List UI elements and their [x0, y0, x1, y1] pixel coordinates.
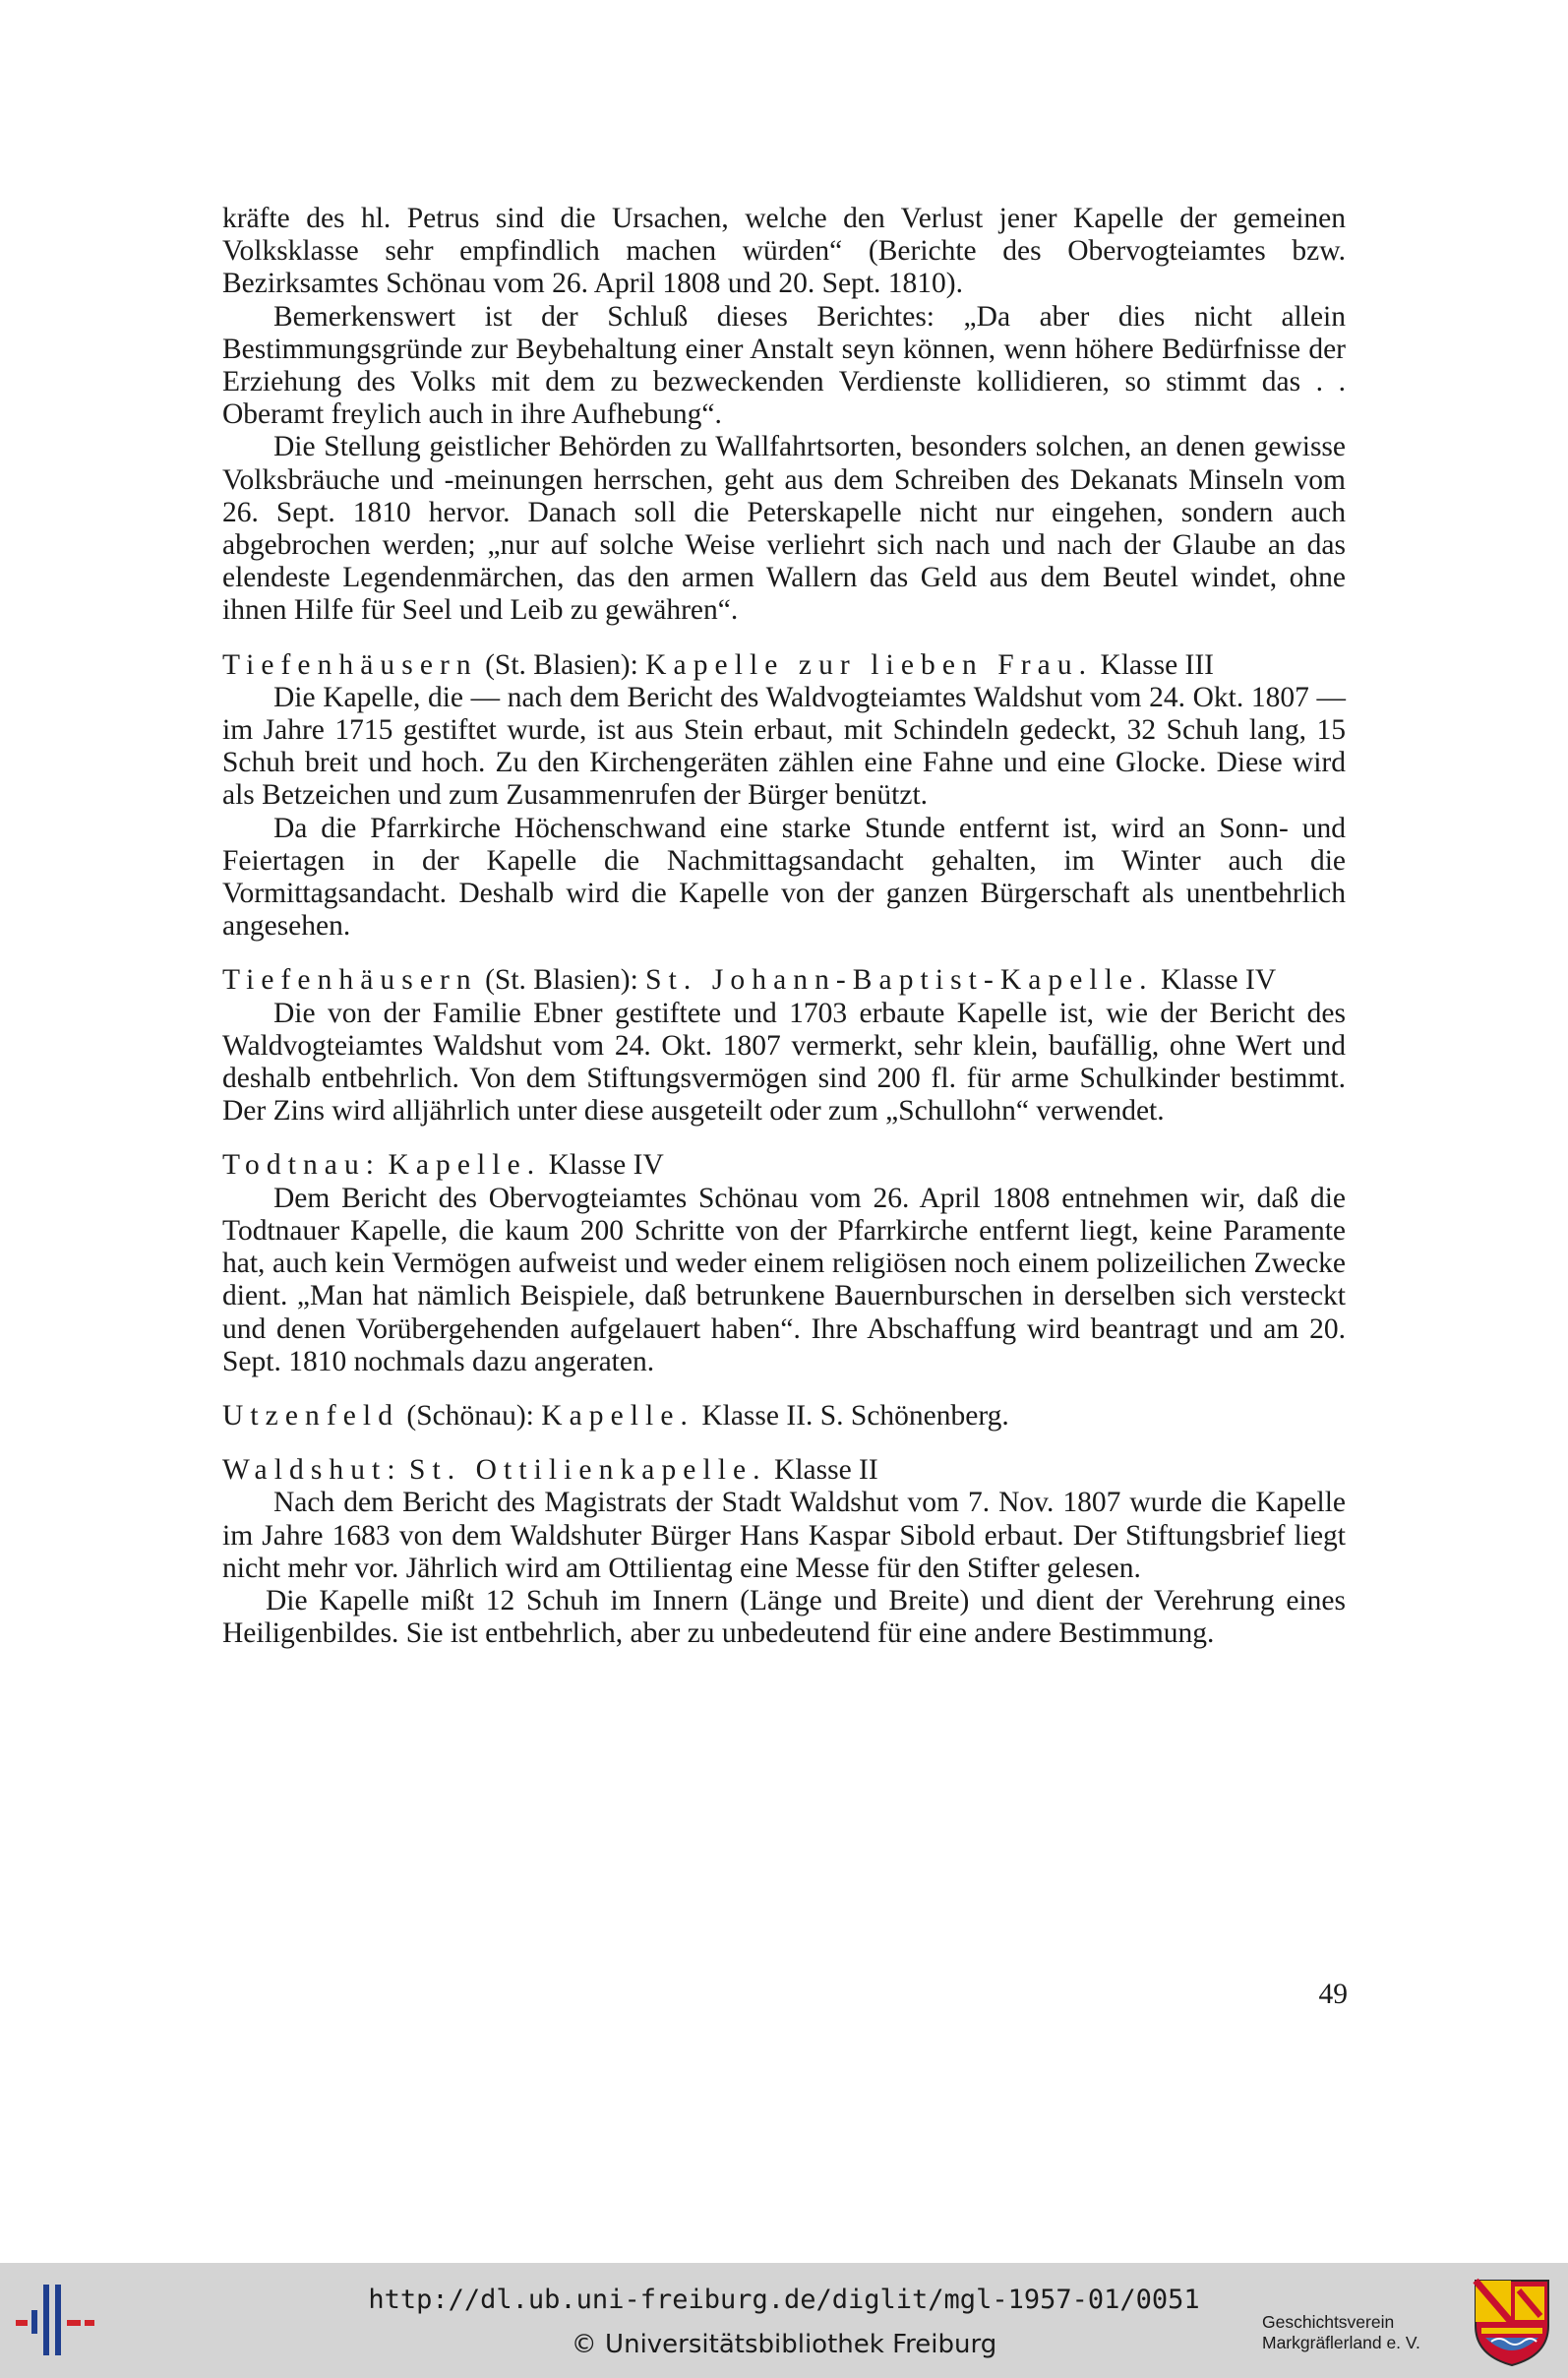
- entry-class: Klasse IV: [541, 1149, 664, 1182]
- paragraph: Nach dem Bericht des Magistrats der Stadt Waldshut vom 7. Nov. 1807 wurde die Kapelle im Jahre 1683 von dem Waldshuter Bürger Hans Kaspar Sibold erbaut. Der Stiftungsbrief liegt nicht mehr vor. Jährlich wird am Ottilientag eine Messe für den Stifter gelesen.: [222, 1487, 1346, 1584]
- entry-chapel: St. Ottilienkapelle.: [409, 1454, 767, 1487]
- paragraph: Die Stellung geistlicher Behörden zu Wallfahrtsorten, besonders solchen, an denen gewisse Volksbräuche und -meinungen herrschen, geht aus dem Schreiben des Dekanats Minseln vom 26. Sept. 1810 hervor. Danach soll die Peterskapelle nicht nur eingehen, sondern auch abgebrochen werden; „nur auf solche Weise verliehrt sich nach und nach der Glaube an das elendeste Legendenmärchen, das den armen Wallern das Geld aus dem Beutel windet, ohne ihnen Hilfe für Seel und Leib zu gewähren“.: [222, 431, 1346, 627]
- entry-place: Todtnau:: [222, 1149, 382, 1182]
- entry-chapel: St. Johann-Baptist-Kapelle.: [645, 964, 1154, 997]
- entry-place: Waldshut:: [222, 1454, 402, 1487]
- entry-class: Klasse IV: [1153, 964, 1277, 997]
- paragraph: Bemerkenswert ist der Schluß dieses Berichtes: „Da aber dies nicht allein Bestimmungsgründe zur Beybehaltung einer Anstalt seyn können, wenn höhere Bedürfnisse der Erziehung des Volks mit dem zu bezweckenden Verdienste kollidieren, so stimmt das . . Oberamt freylich auch in ihre Aufhebung“.: [222, 300, 1346, 431]
- paragraph: kräfte des hl. Petrus sind die Ursachen, welche den Verlust jener Kapelle der gemeinen Volksklasse sehr empfindlich machen würden“ (Berichte des Obervogteiamtes bzw. Bezirksamtes Schönau vom 26. April 1808 und 20. Sept. 1810).: [222, 203, 1346, 300]
- entry-region: (St. Blasien):: [477, 964, 646, 997]
- entry-chapel: Kapelle.: [388, 1149, 542, 1182]
- entry-region: (Schönau):: [399, 1399, 542, 1432]
- entry-heading: [222, 1400, 1346, 1433]
- entry-heading: [222, 964, 1346, 997]
- entry-class: Klasse III: [1093, 648, 1215, 681]
- page-number: 49: [1318, 1979, 1348, 2010]
- footer-bar: [0, 2263, 1568, 2378]
- entry-heading: [222, 649, 1346, 682]
- entry-place: Utzenfeld: [222, 1399, 400, 1432]
- body-text: [222, 203, 1346, 1650]
- entry-heading: [222, 1454, 1346, 1487]
- entry-region: [402, 1454, 409, 1486]
- entry-place: Tiefenhäusern: [222, 964, 478, 997]
- society-name-line: Markgräflerland e. V.: [1262, 2333, 1420, 2352]
- paragraph: Die Kapelle mißt 12 Schuh im Innern (Länge und Breite) und dient der Verehrung eines Heiligenbildes. Sie ist entbehrlich, aber zu unbedeutend für eine andere Bestimmung.: [222, 1584, 1346, 1650]
- entry-heading: [222, 1149, 1346, 1182]
- entry-chapel: Kapelle.: [541, 1399, 694, 1432]
- paragraph: Da die Pfarrkirche Höchenschwand eine starke Stunde entfernt ist, wird an Sonn- und Feiertagen in der Kapelle die Nachmittagsandacht gehalten, im Winter auch die Vormittagsandacht. Deshalb wird die Kapelle von der ganzen Bürgerschaft als unentbehrlich angesehen.: [222, 812, 1346, 943]
- coat-of-arms-icon: [1472, 2277, 1552, 2367]
- entry-chapel: Kapelle zur lieben Frau.: [645, 648, 1094, 681]
- entry-class: Klasse II. S. Schönenberg.: [694, 1399, 1009, 1432]
- entry-class: Klasse II: [766, 1454, 878, 1487]
- document-url-link[interactable]: http://dl.ub.uni-freiburg.de/diglit/mgl-1957-01/0051: [368, 2285, 1200, 2315]
- society-name-line: Geschichtsverein: [1262, 2312, 1395, 2332]
- paragraph: Dem Bericht des Obervogteiamtes Schönau vom 26. April 1808 entnehmen wir, daß die Todtnauer Kapelle, die kaum 200 Schritte von der Pfarrkirche entfernt liegt, keine Paramente hat, auch kein Vermögen aufweist und weder einem religiösen noch einem polizeilichen Zwecke dient. „Man hat nämlich Beispiele, daß betrunkene Bauernburschen in derselben sich versteckt und denen Vorübergehenden aufgelauert haben“. Ihre Abschaffung wird beantragt und am 20. Sept. 1810 nochmals dazu angeraten.: [222, 1182, 1346, 1377]
- society-name: [1262, 2312, 1478, 2353]
- entry-region: (St. Blasien):: [477, 648, 646, 681]
- paragraph: Die Kapelle, die — nach dem Bericht des Waldvogteiamtes Waldshut vom 24. Okt. 1807 — im Jahre 1715 gestiftet wurde, ist aus Stein erbaut, mit Schindeln gedeckt, 32 Schuh lang, 15 Schuh breit und hoch. Zu den Kirchengeräten zählen eine Fahne und eine Glocke. Diese wird als Betzeichen und zum Zusammenrufen der Bürger benützt.: [222, 681, 1346, 812]
- paragraph: Die von der Familie Ebner gestiftete und 1703 erbaute Kapelle ist, wie der Bericht des Waldvogteiamtes Waldshut vom 24. Okt. 1807 vermerkt, sehr klein, baufällig, ohne Wert und deshalb entbehrlich. Von dem Stiftungsvermögen sind 200 fl. für arme Schulkinder bestimmt. Der Zins wird alljährlich unter diese ausgeteilt oder zum „Schullohn“ verwendet.: [222, 997, 1346, 1128]
- entry-place: Tiefenhäusern: [222, 648, 478, 681]
- copyright-text: © Universitätsbibliothek Freiburg: [571, 2330, 997, 2359]
